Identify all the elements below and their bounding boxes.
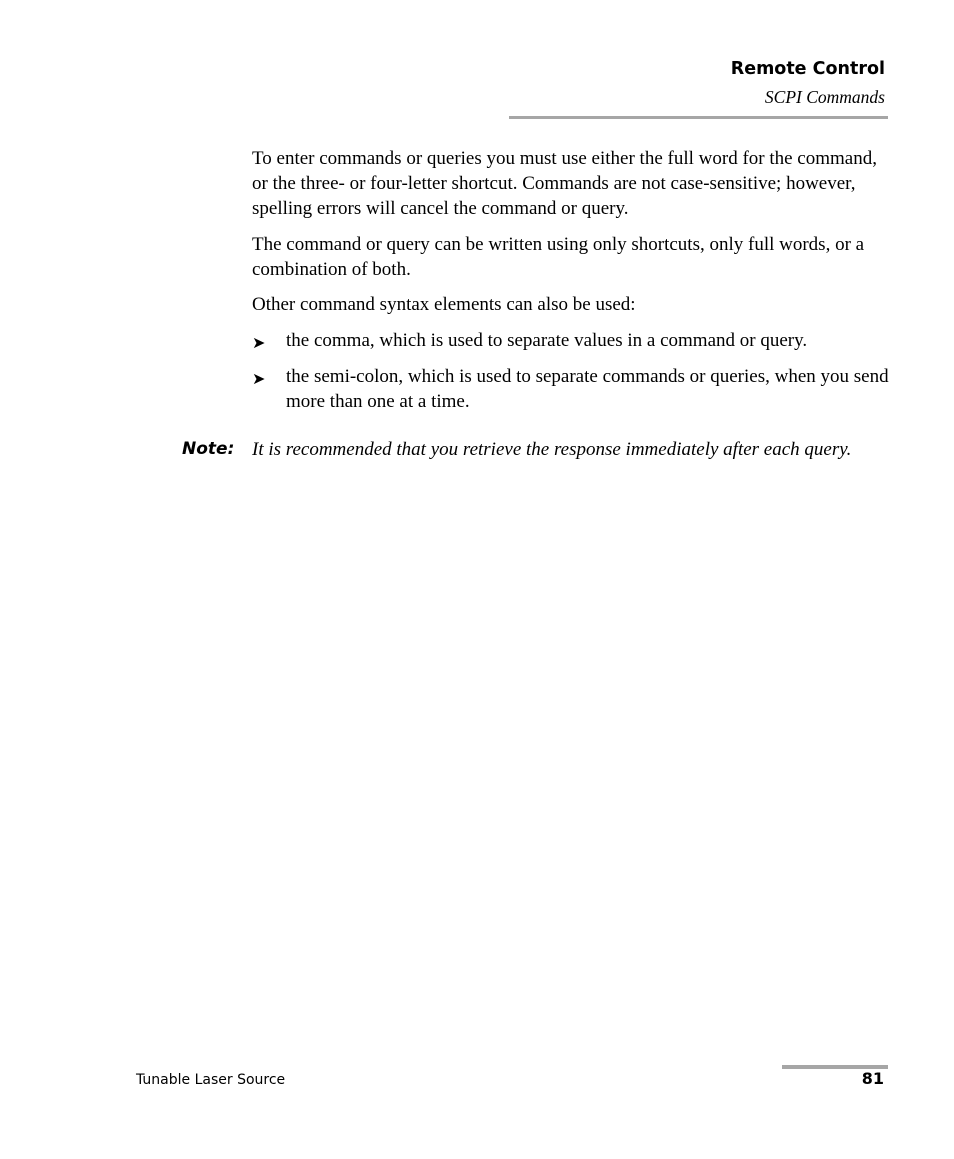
header-divider [509, 116, 888, 119]
arrow-bullet-icon: ➤ [252, 333, 266, 352]
list-item-text: the semi-colon, which is used to separate commands or queries, when you send more than one at a time. [286, 366, 889, 412]
list-item-text: the comma, which is used to separate values in a command or query. [286, 330, 808, 351]
section-title: Remote Control [730, 59, 885, 79]
paragraph-syntax-elements: Other command syntax elements can also be used: [252, 294, 636, 315]
arrow-bullet-icon: ➤ [252, 369, 266, 388]
product-name: Tunable Laser Source [136, 1072, 286, 1088]
paragraph-shortcuts: The command or query can be written using only shortcuts, only full words, or a combination of both. [252, 234, 865, 280]
note-label: Note: [182, 439, 235, 459]
page-number: 81 [861, 1069, 884, 1088]
section-subtitle: SCPI Commands [764, 87, 885, 107]
note-text: It is recommended that you retrieve the response immediately after each query. [252, 439, 852, 460]
paragraph-command-entry: To enter commands or queries you must use either the full word for the command, or the three- or four-letter shortcut. Commands are not case-sensitive; however, spelling errors will cancel the command or query. [252, 148, 877, 219]
